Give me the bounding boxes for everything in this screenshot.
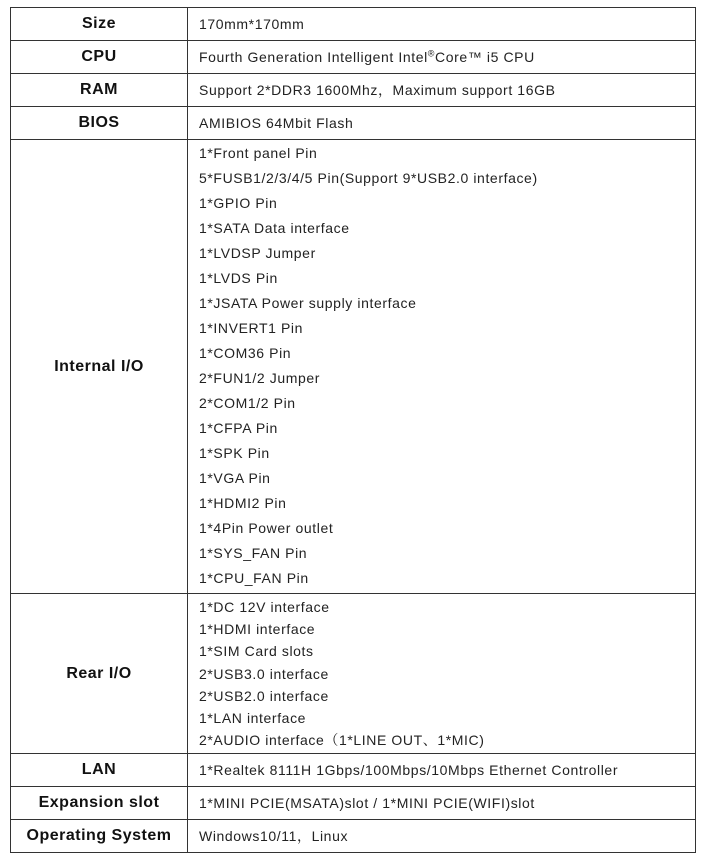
size-label: Size	[11, 8, 188, 41]
row-cpu	[11, 41, 696, 74]
row-size	[11, 8, 696, 41]
row-internal-io	[11, 140, 696, 594]
cpu-label: CPU	[11, 41, 188, 74]
list-item: 5*FUSB1/2/3/4/5 Pin(Support 9*USB2.0 interface)	[199, 170, 538, 186]
lan-label: LAN	[11, 754, 188, 787]
list-item: 1*GPIO Pin	[199, 195, 278, 211]
os-value: Windows10/11，Linux	[188, 820, 696, 853]
list-item: 1*COM36 Pin	[199, 345, 292, 361]
size-value: 170mm*170mm	[188, 8, 696, 41]
spec-table	[10, 7, 696, 853]
row-expansion	[11, 787, 696, 820]
list-item: 1*DC 12V interface	[199, 599, 330, 615]
row-bios	[11, 107, 696, 140]
registered-mark: ®	[427, 48, 436, 59]
cpu-value-suffix: Core™ i5 CPU	[435, 49, 535, 65]
list-item: 1*4Pin Power outlet	[199, 520, 334, 536]
bios-label: BIOS	[11, 107, 188, 140]
rear-io-label: Rear I/O	[11, 594, 188, 754]
list-item: 1*HDMI2 Pin	[199, 495, 287, 511]
list-item: 1*CFPA Pin	[199, 420, 278, 436]
list-item: 1*LAN interface	[199, 709, 307, 726]
lan-value: 1*Realtek 8111H 1Gbps/100Mbps/10Mbps Ethernet Controller	[188, 754, 696, 787]
ram-label: RAM	[11, 74, 188, 107]
cpu-value	[188, 41, 696, 74]
list-item: 2*COM1/2 Pin	[199, 395, 296, 411]
list-item: 1*LVDS Pin	[199, 270, 278, 286]
list-item: 1*Front panel Pin	[199, 145, 318, 161]
list-item: 1*VGA Pin	[199, 470, 271, 486]
internal-io-label: Internal I/O	[11, 140, 188, 594]
list-item: 1*SPK Pin	[199, 445, 270, 461]
row-rear-io	[11, 594, 696, 754]
list-item: 1*HDMI interface	[199, 621, 316, 638]
list-item: 1*INVERT1 Pin	[199, 320, 304, 336]
list-item: 1*SIM Card slots	[199, 643, 314, 660]
list-item: 1*LVDSP Jumper	[199, 245, 316, 261]
os-label: Operating System	[11, 820, 188, 853]
rear-io-list	[199, 594, 695, 753]
internal-io-list	[199, 140, 695, 593]
row-lan	[11, 754, 696, 787]
list-item: 1*JSATA Power supply interface	[199, 295, 417, 311]
rear-io-value	[188, 594, 696, 754]
bios-value: AMIBIOS 64Mbit Flash	[188, 107, 696, 140]
list-item: 1*CPU_FAN Pin	[199, 570, 309, 586]
list-item: 2*FUN1/2 Jumper	[199, 370, 321, 386]
row-os	[11, 820, 696, 853]
internal-io-value	[188, 140, 696, 594]
expansion-label: Expansion slot	[11, 787, 188, 820]
ram-value: Support 2*DDR3 1600Mhz，Maximum support 16GB	[188, 74, 696, 107]
list-item: 2*USB3.0 interface	[199, 665, 329, 682]
row-ram	[11, 74, 696, 107]
list-item: 1*SYS_FAN Pin	[199, 545, 308, 561]
list-item: 1*SATA Data interface	[199, 220, 350, 236]
cpu-value-prefix: Fourth Generation Intelligent Intel	[199, 49, 428, 65]
list-item: 2*USB2.0 interface	[199, 687, 329, 704]
expansion-value: 1*MINI PCIE(MSATA)slot / 1*MINI PCIE(WIFI)slot	[188, 787, 696, 820]
list-item: 2*AUDIO interface（1*LINE OUT、1*MIC)	[199, 732, 485, 749]
